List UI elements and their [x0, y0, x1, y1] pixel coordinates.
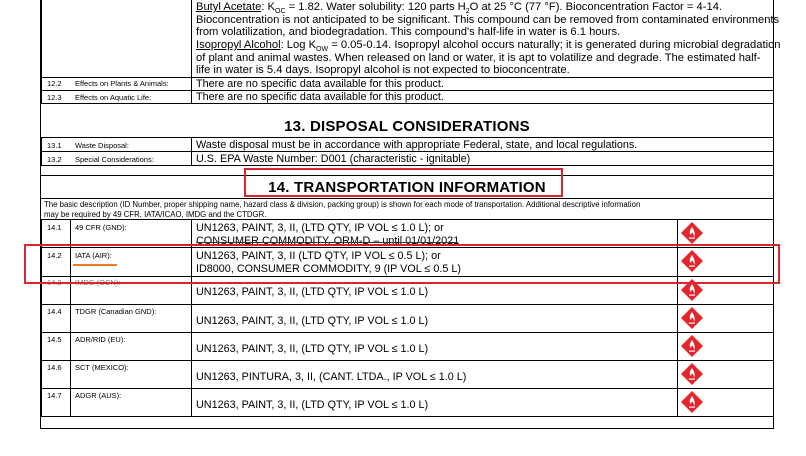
butyl-acetate-line-2: Bioconcentration is not anticipated to be significant. This compound can be removed from contaminated environments [196, 14, 780, 26]
transport-note-line-2: may be required by 49 CFR, IATA/ICAO, IMDG and the CTDGR. [44, 210, 267, 219]
row-value: Waste disposal must be in accordance with appropriate Federal, state, and local regulations. [196, 139, 638, 151]
row-value-line-2: CONSUMER COMMODITY, ORM-D – until 01/01/2021 [196, 235, 460, 247]
row-value-line-1: UN1263, PAINT, 3, II, (LTD QTY, IP VOL ≤ 1.0 L); or [196, 222, 444, 234]
row-number: 13.2 [47, 155, 62, 164]
row-label: 49 CFR (GND): [75, 223, 127, 232]
row-number: 14.6 [47, 363, 62, 372]
row-number: 13.1 [47, 141, 62, 150]
row-label: ADGR (AUS): [75, 391, 122, 400]
sds-page-fragment [40, 0, 781, 429]
row-value: UN1263, PAINT, 3, II, (LTD QTY, IP VOL ≤ 1.0 L) [196, 399, 429, 411]
butyl-acetate-line-1: Butyl Acetate: $K_{OC} = 1.82$. Water solubility: 120 parts $H_2O$ at 25 °C (77 °F). Bioconcentration Factor = 4-14. [196, 1, 723, 16]
row-label: Effects on Aquatic Life: [75, 93, 152, 102]
column-divider [191, 137, 192, 165]
row-number: 12.3 [47, 93, 62, 102]
table-bottom [41, 416, 773, 417]
row-number: 14.1 [47, 223, 62, 232]
red-highlight-box-iata-row [24, 244, 780, 284]
row-value: There are no specific data available for this product. [196, 91, 444, 103]
row-label: IMDG (OCN): [75, 278, 121, 287]
row-value: UN1263, PAINT, 3, II, (LTD QTY, IP VOL ≤ 1.0 L) [196, 315, 429, 327]
section-14-title: 14. TRANSPORTATION INFORMATION [268, 179, 546, 196]
row-value-line-1: UN1263, PAINT, 3, II (LTD QTY, IP VOL ≤ 0.5 L); or [196, 250, 441, 262]
row-value: UN1263, PAINT, 3, II, (LTD QTY, IP VOL ≤ 1.0 L) [196, 343, 429, 355]
row-label: SCT (MEXICO): [75, 363, 129, 372]
flammable-hazard-icon [681, 222, 703, 244]
row-number: 14.3 [47, 278, 62, 287]
row-divider [41, 332, 773, 333]
row-label: ADR/RID (EU): [75, 335, 126, 344]
row-label: Special Considerations: [75, 155, 154, 164]
row-label: TDGR (Canadian GND): [75, 307, 157, 316]
flammable-hazard-icon [681, 363, 703, 385]
strikethrough-line [196, 242, 458, 243]
row-divider [41, 137, 773, 138]
column-divider [41, 137, 42, 165]
section-13-title: 13. DISPOSAL CONSIDERATIONS [284, 118, 530, 135]
row-divider [41, 219, 773, 220]
row-number: 14.4 [47, 307, 62, 316]
isopropyl-alcohol-line-3: life in water is 5.4 days. Isopropyl alcohol is not expected to bioconcentrate. [196, 64, 570, 76]
column-divider [191, 0, 192, 103]
flammable-hazard-icon [681, 335, 703, 357]
row-divider [41, 198, 773, 199]
row-divider [41, 388, 773, 389]
row-number: 14.7 [47, 391, 62, 400]
column-divider [41, 0, 42, 103]
row-value: There are no specific data available for this product. [196, 78, 444, 90]
butyl-acetate-line-3: from volatilization, and biodegradation. This compound's half-life in water is 6.1 hours. [196, 26, 621, 38]
row-label: IATA (AIR): [75, 251, 112, 260]
row-number: 14.2 [47, 251, 62, 260]
row-divider [41, 304, 773, 305]
row-value: UN1263, PINTURA, 3, II, (CANT. LTDA., IP VOL ≤ 1.0 L) [196, 371, 467, 383]
flammable-hazard-icon [681, 307, 703, 329]
isopropyl-alcohol-line-1: Isopropyl Alcohol: Log $K_{OW} = 0.05-0.14$. Isopropyl alcohol occurs naturally; it is generated during microbial degradation [196, 39, 781, 54]
row-number: 12.2 [47, 79, 62, 88]
flammable-hazard-icon [681, 391, 703, 413]
row-label: Effects on Plants & Animals: [75, 79, 169, 88]
transport-note-line-1: The basic description (ID Number, proper shipping name, hazard class & division, packing group) is shown for each mode of transportation. Additional descriptive information [44, 200, 641, 209]
row-value: U.S. EPA Waste Number: D001 (characteristic - ignitable) [196, 153, 471, 165]
row-value-line-2: ID8000, CONSUMER COMMODITY, 9 (IP VOL ≤ 0.5 L) [196, 263, 461, 275]
row-label: Waste Disposal: [75, 141, 129, 150]
row-number: 14.5 [47, 335, 62, 344]
isopropyl-alcohol-line-2: of plant and animal wastes. When released on land or water, it is apt to volatilize and degrade. The estimated half- [196, 52, 761, 64]
red-highlight-box-section-14-title [244, 168, 563, 197]
row-divider [41, 360, 773, 361]
row-value: UN1263, PAINT, 3, II, (LTD QTY, IP VOL ≤ 1.0 L) [196, 286, 429, 298]
